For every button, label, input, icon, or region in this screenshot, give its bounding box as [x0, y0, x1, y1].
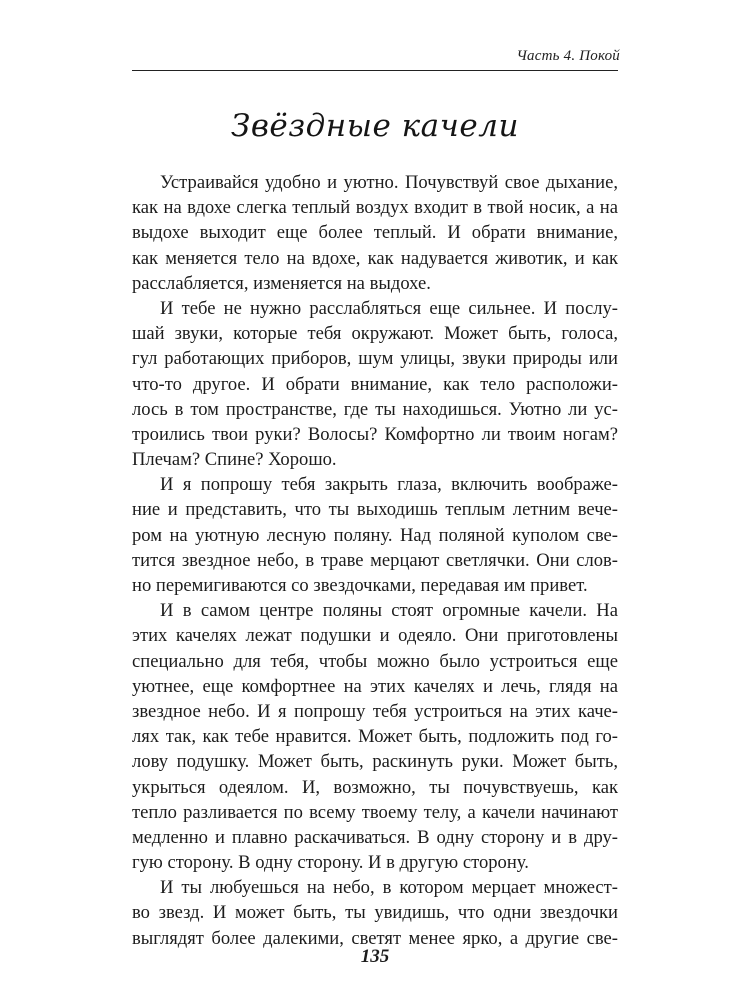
- text-line: И ты любуешься на небо, в котором мерцает множест-: [160, 877, 618, 899]
- paragraph: [132, 296, 618, 472]
- text-line: медленно и плавно раскачиваться. В одну сторону и в дру-: [132, 826, 618, 848]
- text-line: что-то другое. И обрати внимание, как тело расположи-: [132, 373, 618, 395]
- page-number: 135: [360, 946, 390, 967]
- text-line: ние и представить, что ты выходишь теплым летним вече-: [132, 499, 618, 521]
- text-line: звездное небо. И я попрошу тебя устроиться на этих каче-: [132, 700, 618, 722]
- paragraph: [132, 598, 618, 875]
- text-line: ром на уютную лесную поляну. Над поляной куполом све-: [132, 524, 618, 546]
- chapter-title: Звёздные качели: [231, 108, 519, 144]
- text-line: выглядят более далекими, светят менее ярко, а другие све-: [132, 927, 618, 949]
- text-line: троились твои руки? Волосы? Комфортно ли твоим ногам?: [132, 423, 618, 445]
- text-line: но перемигиваются со звездочками, передавая им привет.: [132, 575, 588, 596]
- body-text: [132, 170, 618, 951]
- text-line: гую сторону. В одну сторону. И в другую сторону.: [132, 852, 529, 874]
- text-line: уютнее, еще комфортнее на этих качелях и лечь, глядя на: [132, 675, 618, 697]
- text-line: шай звуки, которые тебя окружают. Может быть, голоса,: [132, 323, 618, 345]
- text-line: И тебе не нужно расслабляться еще сильнее. И послу-: [160, 297, 618, 319]
- text-line: тепло разливается по всему твоему телу, а качели начинают: [132, 801, 618, 823]
- text-line: как на вдохе слегка теплый воздух входит в твой носик, а на: [132, 197, 618, 219]
- text-line: И я попрошу тебя закрыть глаза, включить воображе-: [160, 474, 618, 496]
- paragraph: [132, 875, 618, 951]
- text-line: как меняется тело на вдохе, как надувается животик, и как: [132, 247, 618, 269]
- text-line: укрыться одеялом. И, возможно, ты почувствуешь, как: [132, 776, 618, 798]
- running-head: Часть 4. Покой: [516, 48, 620, 64]
- text-line: И в самом центре поляны стоят огромные качели. На: [160, 600, 618, 622]
- paragraph: [132, 472, 618, 598]
- header-rule: [132, 70, 618, 71]
- text-line: гул работающих приборов, шум улицы, звуки природы или: [132, 348, 618, 370]
- text-line: выдохе выходит еще более теплый. И обрати внимание,: [132, 222, 618, 244]
- text-line: Устраивайся удобно и уютно. Почувствуй свое дыхание,: [160, 172, 618, 193]
- paragraph: [132, 170, 618, 296]
- text-line: этих качелях лежат подушки и одеяло. Они приготовлены: [132, 625, 618, 647]
- text-line: Плечам? Спине? Хорошо.: [132, 449, 337, 471]
- text-line: специально для тебя, чтобы можно было устроиться еще: [132, 650, 618, 672]
- text-line: тится звездное небо, в траве мерцают светлячки. Они слов-: [132, 549, 618, 571]
- text-line: лову подушку. Может быть, раскинуть руки. Может быть,: [132, 751, 618, 773]
- text-line: во звезд. И может быть, ты увидишь, что одни звездочки: [132, 902, 618, 924]
- text-line: лях так, как тебе нравится. Может быть, подложить под го-: [132, 726, 618, 748]
- text-line: лось в том пространстве, где ты находишься. Уютно ли ус-: [132, 398, 618, 420]
- text-line: расслабляется, изменяется на выдохе.: [132, 272, 431, 294]
